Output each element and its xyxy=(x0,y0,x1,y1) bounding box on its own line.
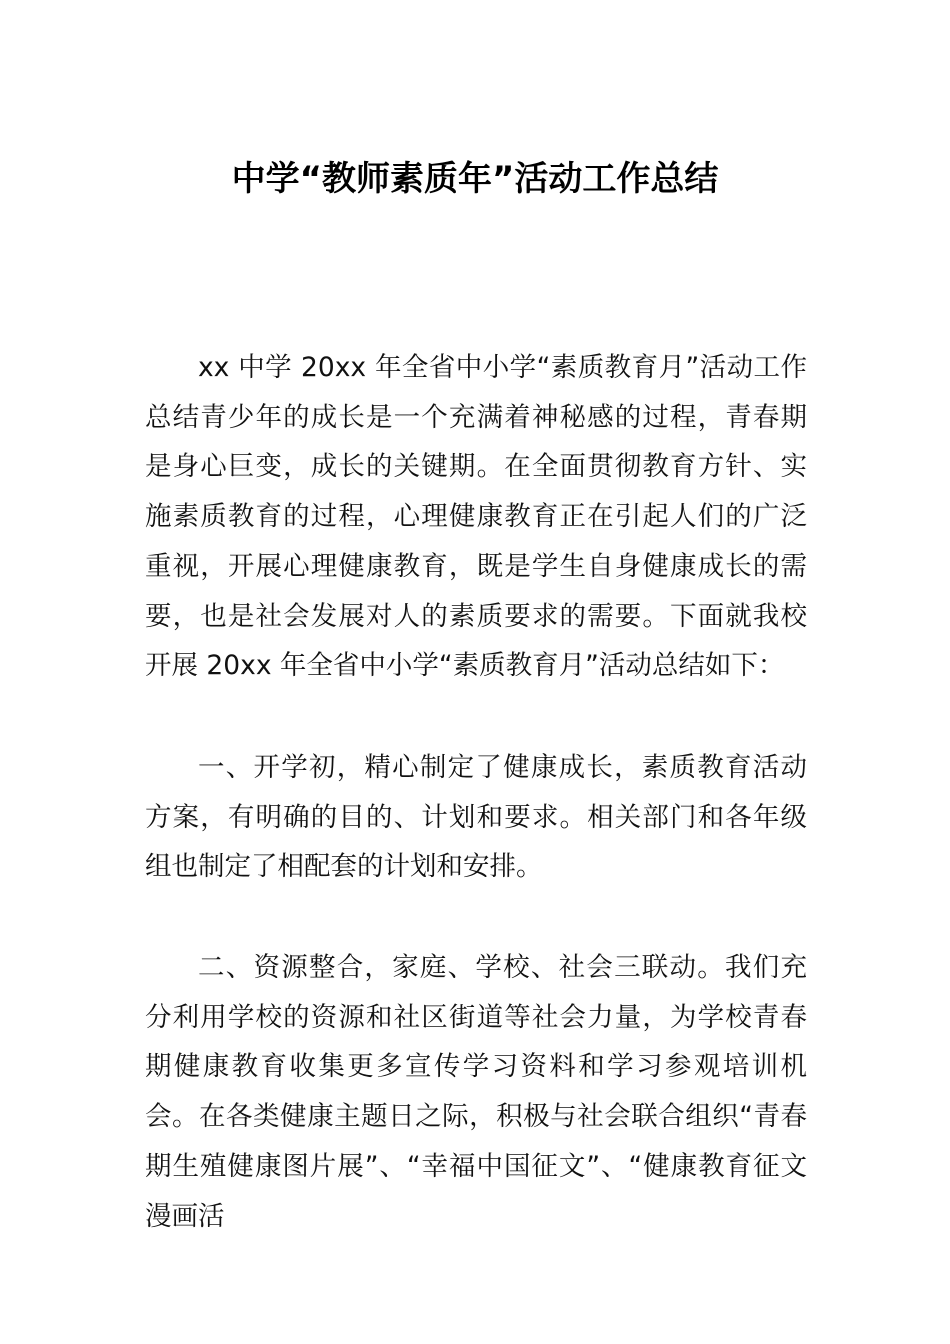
paragraph-intro: xx 中学 20xx 年全省中小学“素质教育月”活动工作总结青少年的成长是一个充满着神秘感的过程，青春期是身心巨变，成长的关键期。在全面贯彻教育方针、实施素质教育的过程，心理健康教育正在引起人们的广泛重视，开展心理健康教育，既是学生自身健康成长的需要，也是社会发展对人的素质要求的需要。下面就我校开展 20xx 年全省中小学“素质教育月”活动总结如下： xyxy=(145,352,807,682)
document-title: 中学“教师素质年”活动工作总结 xyxy=(231,159,719,199)
paragraph-section-two: 二、资源整合，家庭、学校、社会三联动。我们充分利用学校的资源和社区街道等社会力量，为学校青春期健康教育收集更多宣传学习资料和学习参观培训机会。在各类健康主题日之际，积极与社会联合组织“青春期生殖健康图片展”、“幸福中国征文”、“健康教育征文漫画活 xyxy=(145,952,807,1232)
paragraph-section-one: 一、开学初，精心制定了健康成长，素质教育活动方案，有明确的目的、计划和要求。相关部门和各年级组也制定了相配套的计划和安排。 xyxy=(145,752,807,883)
